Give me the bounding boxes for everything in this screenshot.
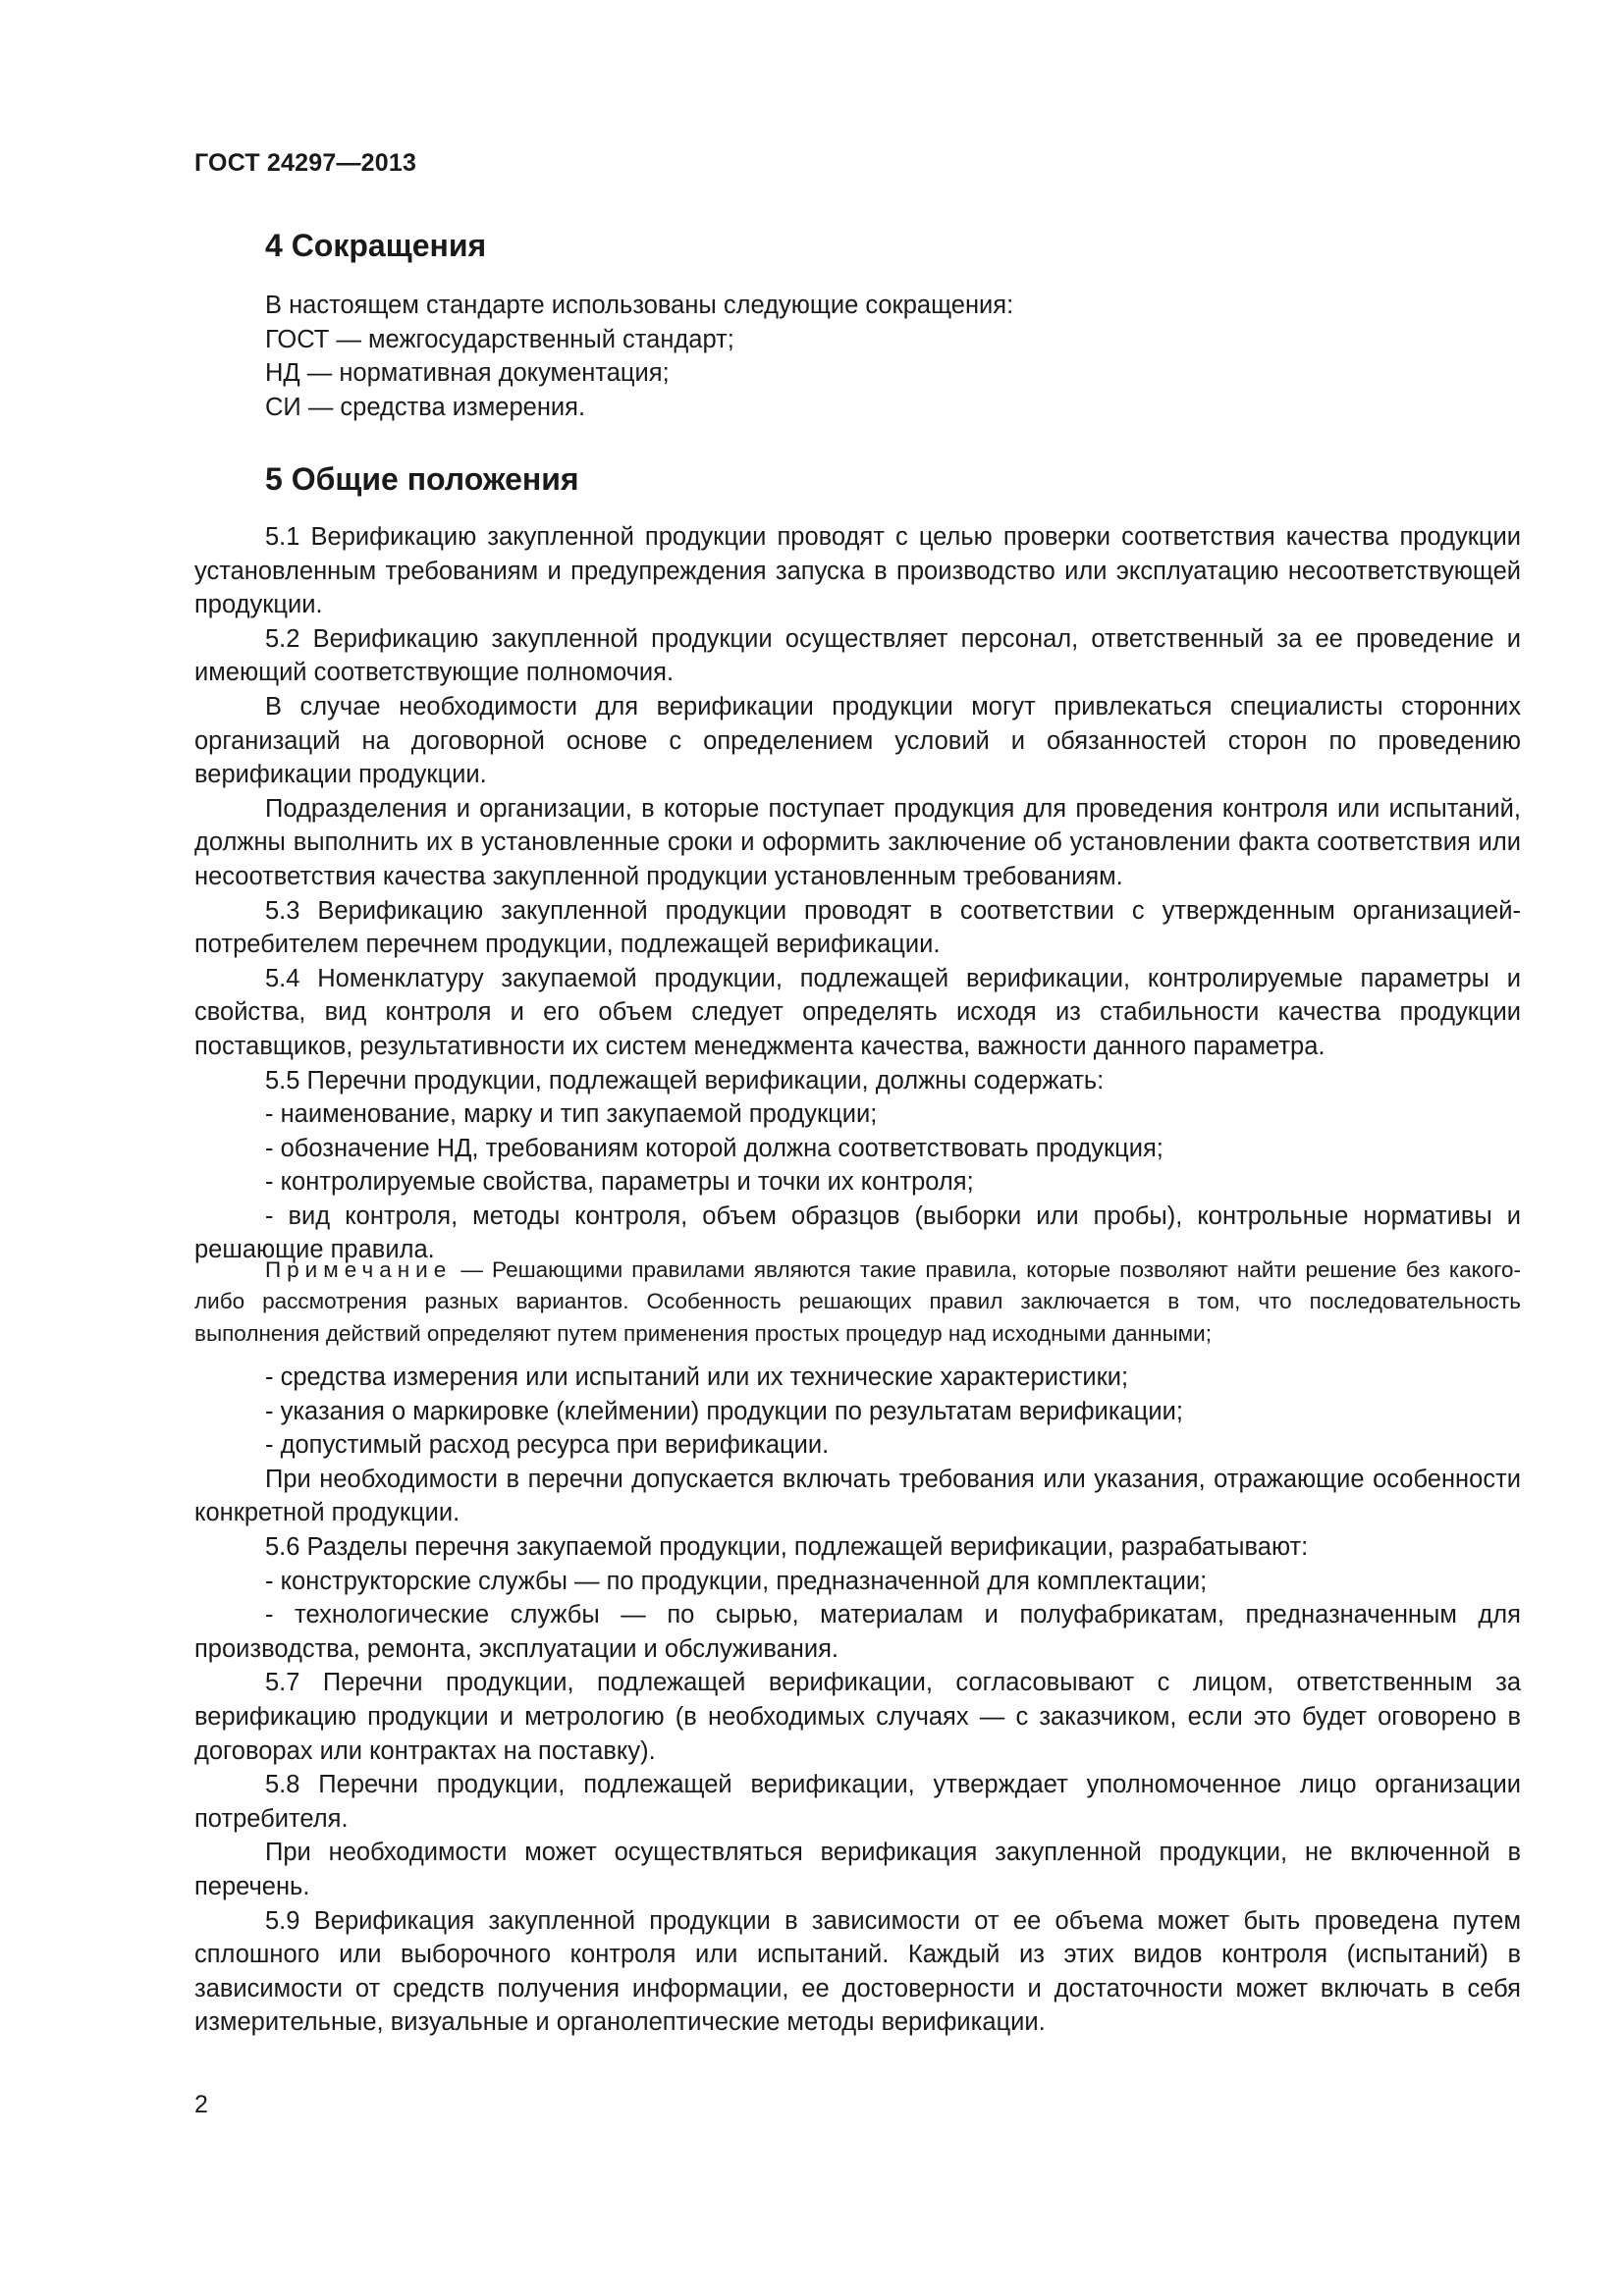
- note-text: — Решающими правилами являются такие правила, которые позволяют найти решение без какого-либо рассмотрения разных вариантов. Особенность решающих правил заключается в том, что последовательность выполнения действий определяют путем применения простых процедур над исходными данными;: [194, 1257, 1521, 1346]
- section-4-title: 4 Сокращения: [265, 228, 487, 263]
- paragraph-5-5: 5.5 Перечни продукции, подлежащей верификации, должны содержать:: [265, 1066, 1105, 1095]
- page-number: 2: [194, 2091, 208, 2118]
- paragraph-5-7: 5.7 Перечни продукции, подлежащей верификации, согласовывают с лицом, ответственным за верификацию продукции и метрологию (в необходимых случаях — с заказчиком, если это будет оговорено в договорах или контрактах на поставку).: [194, 1669, 1521, 1765]
- abbr-intro: В настоящем стандарте использованы следующие сокращения:: [265, 292, 1014, 319]
- list-item: - средства измерения или испытаний или их технические характеристики;: [265, 1363, 1129, 1391]
- paragraph: При необходимости может осуществляться верификация закупленной продукции, не включенной в перечень.: [194, 1839, 1521, 1900]
- note-block: [194, 1255, 1521, 1350]
- paragraph: Подразделения и организации, в которые поступает продукция для проведения контроля или испытаний, должны выполнить их в установленные сроки и оформить заключение об установлении факта соответствия или несоответствия качества закупленной продукции установленным требованиям.: [194, 794, 1521, 890]
- note-label: Примечание: [265, 1257, 453, 1282]
- paragraph: При необходимости в перечни допускается включать требования или указания, отражающие особенности конкретной продукции.: [194, 1465, 1521, 1527]
- section-5-title: 5 Общие положения: [265, 461, 579, 497]
- list-item: - технологические службы — по сырью, материалам и полуфабрикатам, предназначенным для производства, ремонта, эксплуатации и обслуживания.: [194, 1601, 1521, 1663]
- list-item: - вид контроля, методы контроля, объем образцов (выборки или пробы), контрольные нормативы и решающие правила.: [194, 1201, 1521, 1264]
- paragraph-5-4: 5.4 Номенклатуру закупаемой продукции, подлежащей верификации, контролируемые параметры и свойства, вид контроля и его объем следует определять исходя из стабильности качества продукции поставщиков, результативности их систем менеджмента качества, важности данного параметра.: [194, 964, 1521, 1060]
- paragraph-5-8: 5.8 Перечни продукции, подлежащей верификации, утверждает уполномоченное лицо организации потребителя.: [194, 1771, 1521, 1833]
- paragraph-5-6: 5.6 Разделы перечня закупаемой продукции, подлежащей верификации, разрабатывают:: [265, 1532, 1309, 1561]
- paragraph-5-2: 5.2 Верификацию закупленной продукции осуществляет персонал, ответственный за ее проведение и имеющий соответствующие полномочия.: [194, 624, 1521, 687]
- document-header: ГОСТ 24297—2013: [194, 149, 417, 177]
- abbr-item: НД — нормативная документация;: [265, 359, 670, 388]
- list-item: - указания о маркировке (клеймении) продукции по результатам верификации;: [265, 1397, 1183, 1425]
- section-5-body: [194, 520, 1521, 1267]
- list-item: - наименование, марку и тип закупаемой продукции;: [265, 1100, 878, 1129]
- abbr-item: СИ — средства измерения.: [265, 393, 586, 421]
- abbr-item: ГОСТ — межгосударственный стандарт;: [265, 325, 734, 353]
- list-item: - обозначение НД, требованиям которой должна соответствовать продукция;: [265, 1134, 1163, 1162]
- paragraph-5-3: 5.3 Верификацию закупленной продукции проводят в соответствии с утвержденным организацией-потребителем перечнем продукции, подлежащей верификации.: [194, 896, 1521, 959]
- list-item: - конструкторские службы — по продукции, предназначенной для комплектации;: [265, 1567, 1208, 1595]
- paragraph: В случае необходимости для верификации продукции могут привлекаться специалисты сторонних организаций на договорной основе с определением условий и обязанностей сторон по проведению верификации продукции.: [194, 692, 1521, 789]
- note-paragraph: [194, 1255, 1521, 1350]
- list-item: - контролируемые свойства, параметры и точки их контроля;: [265, 1168, 974, 1197]
- section-4-body: [194, 289, 1521, 424]
- paragraph-5-9: 5.9 Верификация закупленной продукции в зависимости от ее объема может быть проведена путем сплошного или выборочного контроля или испытаний. Каждый из этих видов контроля (испытаний) в зависимости от средств получения информации, ее достоверности и достаточности может включать в себя измерительные, визуальные и органолептические методы верификации.: [194, 1906, 1521, 2037]
- section-5-body-continued: [194, 1361, 1521, 2040]
- paragraph-5-1: 5.1 Верификацию закупленной продукции проводят с целью проверки соответствия качества продукции установленным требованиям и предупреждения запуска в производство или эксплуатацию несоответствующей продукции.: [194, 523, 1521, 619]
- list-item: - допустимый расход ресурса при верификации.: [265, 1431, 830, 1460]
